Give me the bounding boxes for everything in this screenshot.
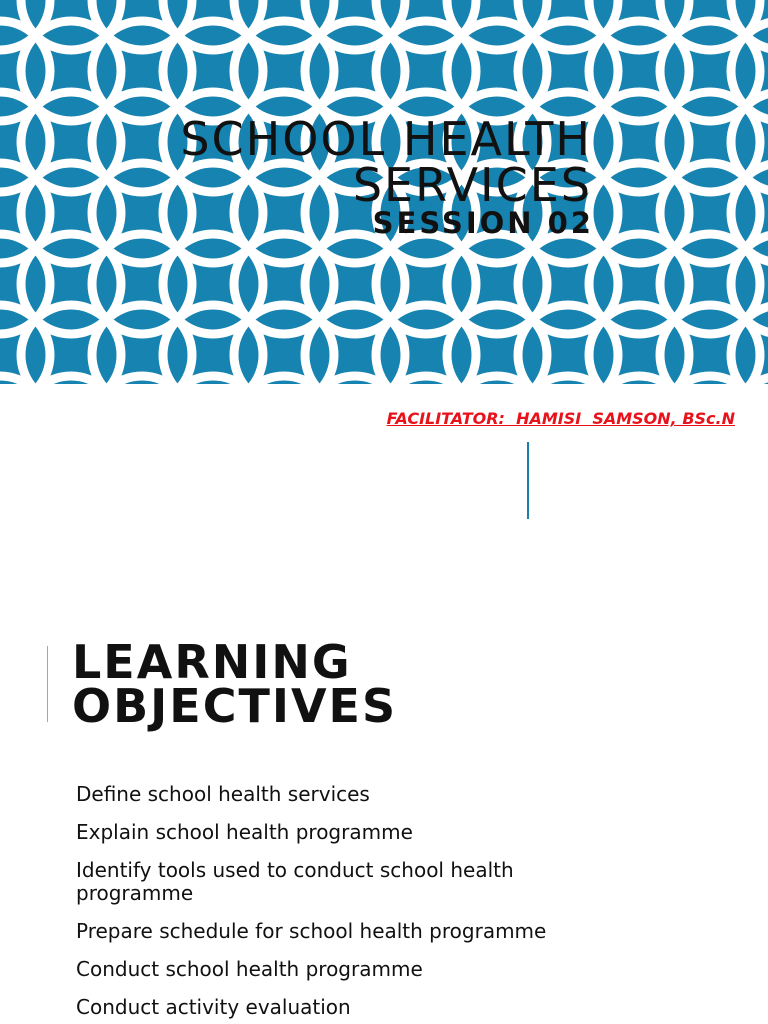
list-item: Identify tools used to conduct school health programme	[76, 858, 514, 905]
title-banner	[0, 0, 768, 384]
list-item: Conduct school health programme	[76, 957, 423, 981]
heading-accent-line	[47, 646, 48, 722]
accent-divider-line	[527, 442, 529, 519]
learning-objectives-heading	[72, 635, 398, 733]
heading-line-2: OBJECTIVES	[72, 679, 398, 733]
list-item: Define school health services	[76, 782, 370, 806]
list-item: Explain school health programme	[76, 820, 413, 844]
title-line-2: SERVICES	[352, 158, 592, 212]
objectives-list	[76, 783, 636, 1024]
session-subtitle: SESSION 02	[372, 206, 594, 240]
slide-title	[32, 112, 592, 212]
title-line-1: SCHOOL HEALTH	[180, 112, 592, 166]
list-item: Conduct activity evaluation	[76, 995, 351, 1019]
facilitator-credit: FACILITATOR: HAMISI SAMSON, BSc.N	[386, 409, 735, 428]
list-item: Prepare schedule for school health programme	[76, 919, 547, 943]
heading-line-1: LEARNING	[72, 635, 352, 689]
